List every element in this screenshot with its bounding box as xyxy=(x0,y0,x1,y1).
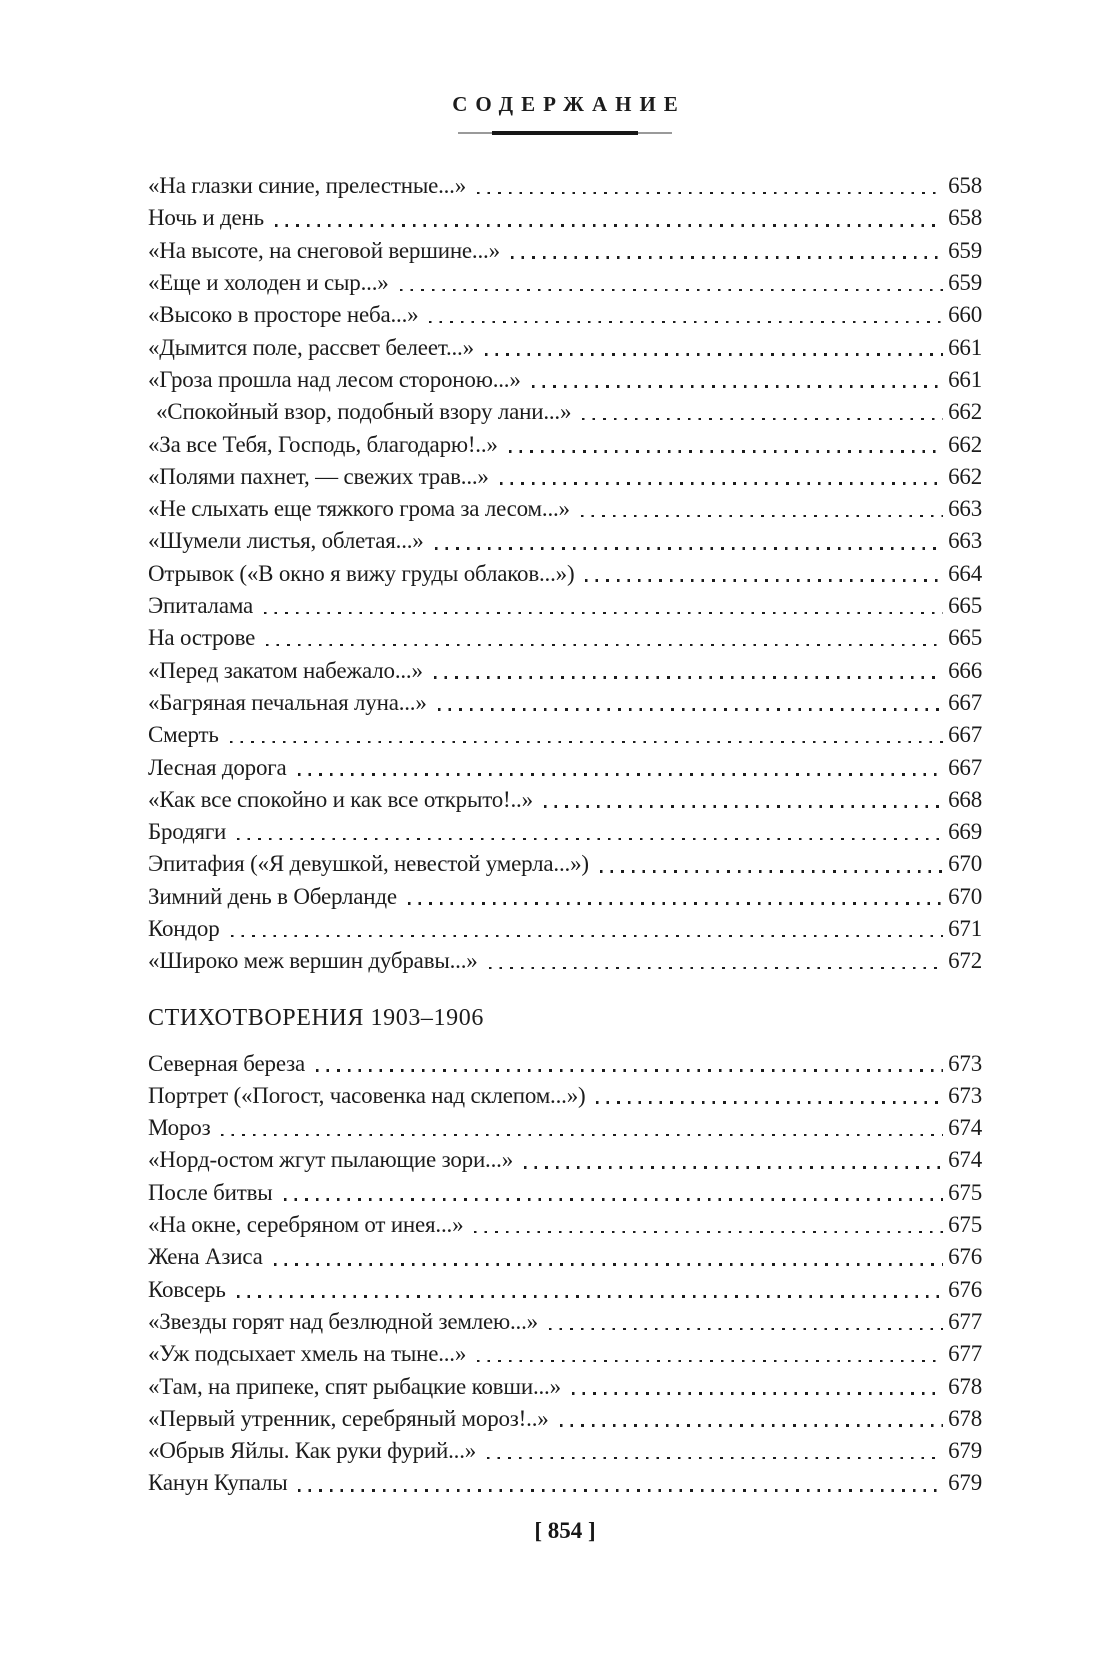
toc-entry-page: 677 xyxy=(948,1341,982,1367)
dot-leader xyxy=(408,902,943,905)
toc-entry-page: 668 xyxy=(948,786,982,812)
toc-entry-page: 678 xyxy=(948,1373,982,1399)
toc-entry-title: «Шумели листья, облетая...» xyxy=(148,528,424,554)
toc-entry-title: Лесная дорога xyxy=(148,754,287,780)
toc-entry xyxy=(148,942,982,974)
toc-entry-title: Северная береза xyxy=(148,1050,306,1076)
toc-entry-page: 665 xyxy=(948,625,982,651)
dot-leader xyxy=(485,353,943,356)
toc-entry-title: Отрывок («В окно я вижу груды облаков...») xyxy=(148,560,575,586)
toc-entry-page: 671 xyxy=(948,916,982,941)
toc-entry-page: 663 xyxy=(948,496,982,522)
toc-entry-page: 679 xyxy=(948,1470,982,1496)
dot-leader xyxy=(275,224,943,227)
contents-header xyxy=(148,92,982,135)
page-title: СОДЕРЖАНИЕ xyxy=(452,92,686,116)
toc-entry xyxy=(148,1174,982,1206)
toc-entry-title: Смерть xyxy=(148,722,219,748)
toc-entry-page: 661 xyxy=(948,366,982,392)
toc-entry-page: 661 xyxy=(948,334,982,360)
toc-entry xyxy=(148,522,982,554)
toc-entry-title: Эпитафия («Я девушкой, невестой умерла...») xyxy=(148,851,589,877)
toc-entry xyxy=(148,296,982,328)
dot-leader xyxy=(487,1457,943,1460)
dot-leader xyxy=(264,612,943,615)
toc-entry xyxy=(148,1367,982,1399)
toc-entry-page: 658 xyxy=(948,205,982,231)
toc-entry-page: 662 xyxy=(948,431,982,457)
dot-leader xyxy=(581,515,943,518)
toc-entry-page: 662 xyxy=(948,463,982,489)
toc-entry xyxy=(148,1077,982,1109)
toc-entry-page: 665 xyxy=(948,593,982,619)
toc-entry xyxy=(148,716,982,748)
dot-leader xyxy=(532,385,943,388)
toc-entry-page: 677 xyxy=(948,1308,982,1334)
toc-entry-page: 672 xyxy=(948,948,982,974)
toc-entry xyxy=(148,232,982,264)
toc-entry-page: 679 xyxy=(948,1438,982,1464)
toc-entry-title: Канун Купалы xyxy=(148,1470,288,1496)
dot-leader xyxy=(274,1263,943,1266)
toc-entry xyxy=(148,813,982,845)
toc-entry-title: Мороз xyxy=(148,1115,211,1141)
toc-entry xyxy=(148,845,982,877)
toc-entry-page: 675 xyxy=(948,1179,982,1205)
toc-entry-page: 664 xyxy=(948,560,982,586)
toc-entry-title: Ночь и день xyxy=(148,205,264,231)
dot-leader xyxy=(298,773,944,776)
toc-entry-page: 673 xyxy=(948,1050,982,1076)
toc-entry xyxy=(148,264,982,296)
dot-leader xyxy=(477,1360,943,1363)
toc-entry-title: «Дымится поле, рассвет белеет...» xyxy=(148,334,474,360)
toc-entry xyxy=(148,1432,982,1464)
toc-entry-title: Ковсерь xyxy=(148,1276,226,1302)
toc-entry-title: «Высоко в просторе неба...» xyxy=(148,302,419,328)
toc-entry-title: «Звезды горят над безлюдной землею...» xyxy=(148,1308,538,1334)
dot-leader xyxy=(221,1134,943,1137)
toc-entry-title: «Гроза прошла над лесом стороною...» xyxy=(148,366,521,392)
toc-entry-title: «Багряная печальная луна...» xyxy=(148,689,427,715)
toc-entry-title: После битвы xyxy=(148,1179,273,1205)
toc-entry xyxy=(148,878,982,910)
dot-leader xyxy=(429,321,943,324)
dot-leader xyxy=(477,192,943,195)
toc-entry-page: 673 xyxy=(948,1082,982,1108)
toc-entry xyxy=(148,1400,982,1432)
toc-section-title: СТИХОТВОРЕНИЯ 1903–1906 xyxy=(148,1005,484,1032)
toc-entry-title: Бродяги xyxy=(148,819,227,845)
dot-leader xyxy=(572,1392,943,1395)
header-rule-ornament xyxy=(458,130,672,135)
toc-entry xyxy=(148,199,982,231)
toc-entry-page: 662 xyxy=(948,399,982,425)
toc-entry-title: «Там, на припеке, спят рыбацкие ковши...» xyxy=(148,1373,561,1399)
dot-leader xyxy=(298,1489,943,1492)
toc-entry-title: «Еще и холоден и сыр...» xyxy=(148,270,389,296)
header-rule-thick-line xyxy=(492,131,638,135)
toc-entry xyxy=(148,328,982,360)
toc-entry-title: «Уж подсыхает хмель на тыне...» xyxy=(148,1341,467,1367)
toc-entry-page: 659 xyxy=(948,270,982,296)
toc-entry xyxy=(148,458,982,490)
toc-entry-page: 676 xyxy=(948,1276,982,1302)
toc-entry-page: 675 xyxy=(948,1212,982,1238)
toc-entry xyxy=(148,490,982,522)
dot-leader xyxy=(511,256,943,259)
toc-entry xyxy=(148,1044,982,1076)
dot-leader xyxy=(266,644,943,647)
toc-entry-title: Эпиталама xyxy=(148,593,254,619)
toc-entry xyxy=(148,781,982,813)
toc-entry-title: «Первый утренник, серебряный мороз!..» xyxy=(148,1405,549,1431)
dot-leader xyxy=(600,870,943,873)
toc-entry-page: 670 xyxy=(948,851,982,877)
toc-entry-title: «На высоте, на снеговой вершине...» xyxy=(148,237,500,263)
toc-entry-page: 660 xyxy=(948,302,982,328)
toc-entry xyxy=(148,910,982,942)
toc-entry-title: «Перед закатом набежало...» xyxy=(148,657,423,683)
toc-entry xyxy=(148,684,982,716)
toc-entry-page: 658 xyxy=(948,173,982,199)
dot-leader xyxy=(237,838,943,841)
dot-leader xyxy=(549,1328,943,1331)
dot-leader xyxy=(316,1069,943,1072)
dot-leader xyxy=(500,482,943,485)
dot-leader xyxy=(560,1424,944,1427)
toc-entry xyxy=(148,167,982,199)
toc-entry-title: «На глазки синие, прелестные...» xyxy=(148,173,467,199)
toc-entry-page: 669 xyxy=(948,819,982,845)
toc-entry xyxy=(148,425,982,457)
toc-entry-page: 676 xyxy=(948,1244,982,1270)
toc-entry xyxy=(148,619,982,651)
dot-leader xyxy=(230,741,943,744)
toc-entry-page: 674 xyxy=(948,1147,982,1173)
dot-leader xyxy=(596,1101,943,1104)
toc-entry xyxy=(148,361,982,393)
toc-entry-title: «Не слыхать еще тяжкого грома за лесом...» xyxy=(148,496,570,522)
dot-leader xyxy=(231,935,944,938)
toc-entry-title: «Широко меж вершин дубравы...» xyxy=(148,948,478,974)
toc-entry-title: «За все Тебя, Господь, благодарю!..» xyxy=(148,431,498,457)
dot-leader xyxy=(284,1198,944,1201)
toc-entry-title: «Как все спокойно и как все открыто!..» xyxy=(148,786,533,812)
toc-entry-page: 666 xyxy=(948,657,982,683)
toc-entry-title: Портрет («Погост, часовенка над склепом...») xyxy=(148,1082,586,1108)
folio-page-number: [ 854 ] xyxy=(534,1517,596,1543)
toc-entry xyxy=(148,1238,982,1270)
toc-entry xyxy=(148,651,982,683)
toc-entry-title: «Обрыв Яйлы. Как руки фурий...» xyxy=(148,1438,477,1464)
toc-entry xyxy=(148,555,982,587)
dot-leader xyxy=(544,805,943,808)
dot-leader xyxy=(582,418,943,421)
toc-entry-page: 667 xyxy=(948,722,982,748)
dot-leader xyxy=(438,708,943,711)
toc-entry-title: «Спокойный взор, подобный взору лани...» xyxy=(156,399,572,425)
toc-entry-page: 663 xyxy=(948,528,982,554)
toc-entry-page: 678 xyxy=(948,1405,982,1431)
toc-entry xyxy=(148,1464,982,1496)
dot-leader xyxy=(400,289,944,292)
dot-leader xyxy=(489,967,944,970)
dot-leader xyxy=(585,579,943,582)
dot-leader xyxy=(524,1166,943,1169)
toc-entry-title: «Норд-остом жгут пылающие зори...» xyxy=(148,1147,514,1173)
toc-entry-page: 667 xyxy=(948,689,982,715)
dot-leader xyxy=(435,547,943,550)
toc-entry xyxy=(148,1303,982,1335)
dot-leader xyxy=(509,450,943,453)
toc-entry-page: 670 xyxy=(948,883,982,909)
toc-entry xyxy=(148,1271,982,1303)
toc-entry xyxy=(148,393,982,425)
toc-entry xyxy=(148,587,982,619)
toc-entry-title: Кондор xyxy=(148,916,220,941)
toc-entry-title: «На окне, серебряном от инея...» xyxy=(148,1212,464,1238)
toc-entry-page: 667 xyxy=(948,754,982,780)
toc-entry-title: Зимний день в Оберланде xyxy=(148,883,397,909)
table-of-contents xyxy=(148,167,982,1497)
toc-entry xyxy=(148,1335,982,1367)
toc-entry xyxy=(148,1141,982,1173)
toc-entry-title: Жена Азиса xyxy=(148,1244,263,1270)
toc-entry-title: «Полями пахнет, — свежих трав...» xyxy=(148,463,489,489)
dot-leader xyxy=(474,1231,943,1234)
dot-leader xyxy=(237,1295,943,1298)
toc-entry xyxy=(148,1109,982,1141)
toc-entry xyxy=(148,1206,982,1238)
toc-entry xyxy=(148,748,982,780)
dot-leader xyxy=(434,676,943,679)
toc-entry-title: На острове xyxy=(148,625,256,651)
toc-entry-page: 674 xyxy=(948,1115,982,1141)
toc-entry-page: 659 xyxy=(948,237,982,263)
